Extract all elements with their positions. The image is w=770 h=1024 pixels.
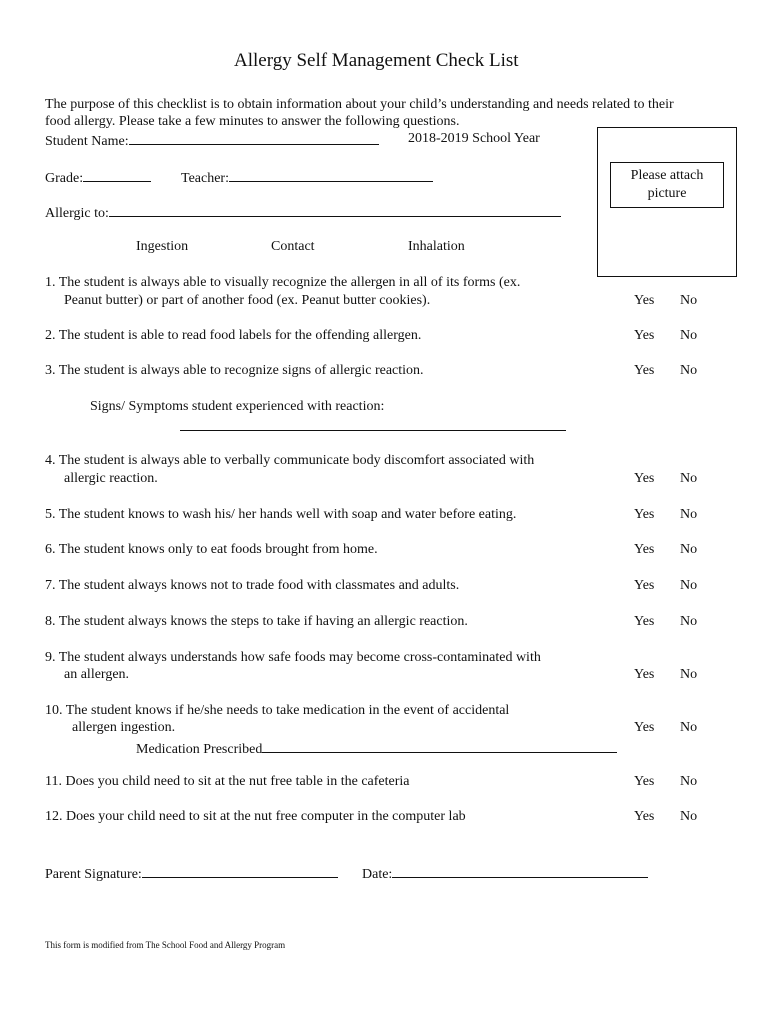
teacher-field[interactable] xyxy=(181,167,433,188)
question-9-no[interactable]: No xyxy=(680,667,698,682)
date-line[interactable] xyxy=(392,863,648,878)
question-1-line-1: 1. The student is always able to visually recognize the allergen in all of its forms (ex. xyxy=(45,275,521,290)
question-2-yes[interactable]: Yes xyxy=(634,328,655,343)
question-12-yes[interactable]: Yes xyxy=(634,809,655,824)
question-6-yes[interactable]: Yes xyxy=(634,542,655,557)
question-11-no[interactable]: No xyxy=(680,774,698,789)
signs-symptoms-line[interactable] xyxy=(180,430,566,431)
question-8-yes[interactable]: Yes xyxy=(634,614,655,629)
medication-prescribed-field[interactable] xyxy=(136,738,617,759)
date-field[interactable] xyxy=(362,863,648,884)
question-7-no[interactable]: No xyxy=(680,578,698,593)
page-title: Allergy Self Management Check List xyxy=(234,50,519,71)
student-name-label: Student Name: xyxy=(45,134,129,149)
question-11: 11. Does you child need to sit at the nut free table in the cafeteria xyxy=(45,774,410,789)
question-7: 7. The student always knows not to trade food with classmates and adults. xyxy=(45,578,460,593)
question-10-line-1: 10. The student knows if he/she needs to take medication in the event of accidental xyxy=(45,703,510,718)
question-1-line-2: Peanut butter) or part of another food (ex. Peanut butter cookies). xyxy=(64,293,431,308)
question-5-yes[interactable]: Yes xyxy=(634,507,655,522)
question-3-no[interactable]: No xyxy=(680,363,698,378)
grade-line[interactable] xyxy=(83,167,151,182)
question-6-no[interactable]: No xyxy=(680,542,698,557)
question-5-no[interactable]: No xyxy=(680,507,698,522)
allergic-to-label: Allergic to: xyxy=(45,206,109,221)
teacher-line[interactable] xyxy=(229,167,433,182)
question-9-yes[interactable]: Yes xyxy=(634,667,655,682)
intro-line-2: food allergy. Please take a few minutes to answer the following questions. xyxy=(45,114,460,129)
medication-prescribed-line[interactable] xyxy=(262,738,617,753)
question-9-line-2: an allergen. xyxy=(64,667,130,682)
student-name-line[interactable] xyxy=(129,130,379,145)
question-6: 6. The student knows only to eat foods brought from home. xyxy=(45,542,378,557)
question-7-yes[interactable]: Yes xyxy=(634,578,655,593)
teacher-label: Teacher: xyxy=(181,171,229,186)
allergy-type-contact[interactable]: Contact xyxy=(271,239,315,254)
school-year: 2018-2019 School Year xyxy=(408,131,540,146)
signs-symptoms-label: Signs/ Symptoms student experienced with reaction: xyxy=(90,399,385,414)
date-label: Date: xyxy=(362,867,393,882)
question-8-no[interactable]: No xyxy=(680,614,698,629)
question-12-no[interactable]: No xyxy=(680,809,698,824)
student-name-field[interactable] xyxy=(45,130,379,151)
question-12: 12. Does your child need to sit at the nut free computer in the computer lab xyxy=(45,809,466,824)
parent-signature-line[interactable] xyxy=(142,863,338,878)
parent-signature-label: Parent Signature: xyxy=(45,867,142,882)
allergic-to-field[interactable] xyxy=(45,202,561,223)
medication-prescribed-label: Medication Prescribed xyxy=(136,742,263,757)
question-3: 3. The student is always able to recognize signs of allergic reaction. xyxy=(45,363,424,378)
footer-note: This form is modified from The School Food and Allergy Program xyxy=(45,940,286,950)
photo-label-box xyxy=(610,162,724,208)
grade-field[interactable] xyxy=(45,167,151,188)
allergic-to-line[interactable] xyxy=(109,202,561,217)
allergy-type-inhalation[interactable]: Inhalation xyxy=(408,239,465,254)
question-1-no[interactable]: No xyxy=(680,293,698,308)
intro-line-1: The purpose of this checklist is to obtain information about your child’s understanding and needs related to their xyxy=(45,97,674,112)
question-4-no[interactable]: No xyxy=(680,471,698,486)
allergy-type-ingestion[interactable]: Ingestion xyxy=(136,239,189,254)
question-2: 2. The student is able to read food labels for the offending allergen. xyxy=(45,328,422,343)
question-10-no[interactable]: No xyxy=(680,720,698,735)
question-3-yes[interactable]: Yes xyxy=(634,363,655,378)
photo-box[interactable] xyxy=(597,127,737,277)
question-10-line-2: allergen ingestion. xyxy=(72,720,176,735)
question-11-yes[interactable]: Yes xyxy=(634,774,655,789)
question-10-yes[interactable]: Yes xyxy=(634,720,655,735)
parent-signature-field[interactable] xyxy=(45,863,338,884)
question-2-no[interactable]: No xyxy=(680,328,698,343)
question-9-line-1: 9. The student always understands how safe foods may become cross-contaminated with xyxy=(45,650,541,665)
question-1-yes[interactable]: Yes xyxy=(634,293,655,308)
question-5: 5. The student knows to wash his/ her hands well with soap and water before eating. xyxy=(45,507,517,522)
grade-label: Grade: xyxy=(45,171,84,186)
question-4-line-1: 4. The student is always able to verbally communicate body discomfort associated with xyxy=(45,453,535,468)
question-8: 8. The student always knows the steps to take if having an allergic reaction. xyxy=(45,614,468,629)
photo-label-line-1: Please attach xyxy=(630,168,704,183)
photo-label-line-2: picture xyxy=(647,186,687,201)
question-4-yes[interactable]: Yes xyxy=(634,471,655,486)
question-4-line-2: allergic reaction. xyxy=(64,471,158,486)
